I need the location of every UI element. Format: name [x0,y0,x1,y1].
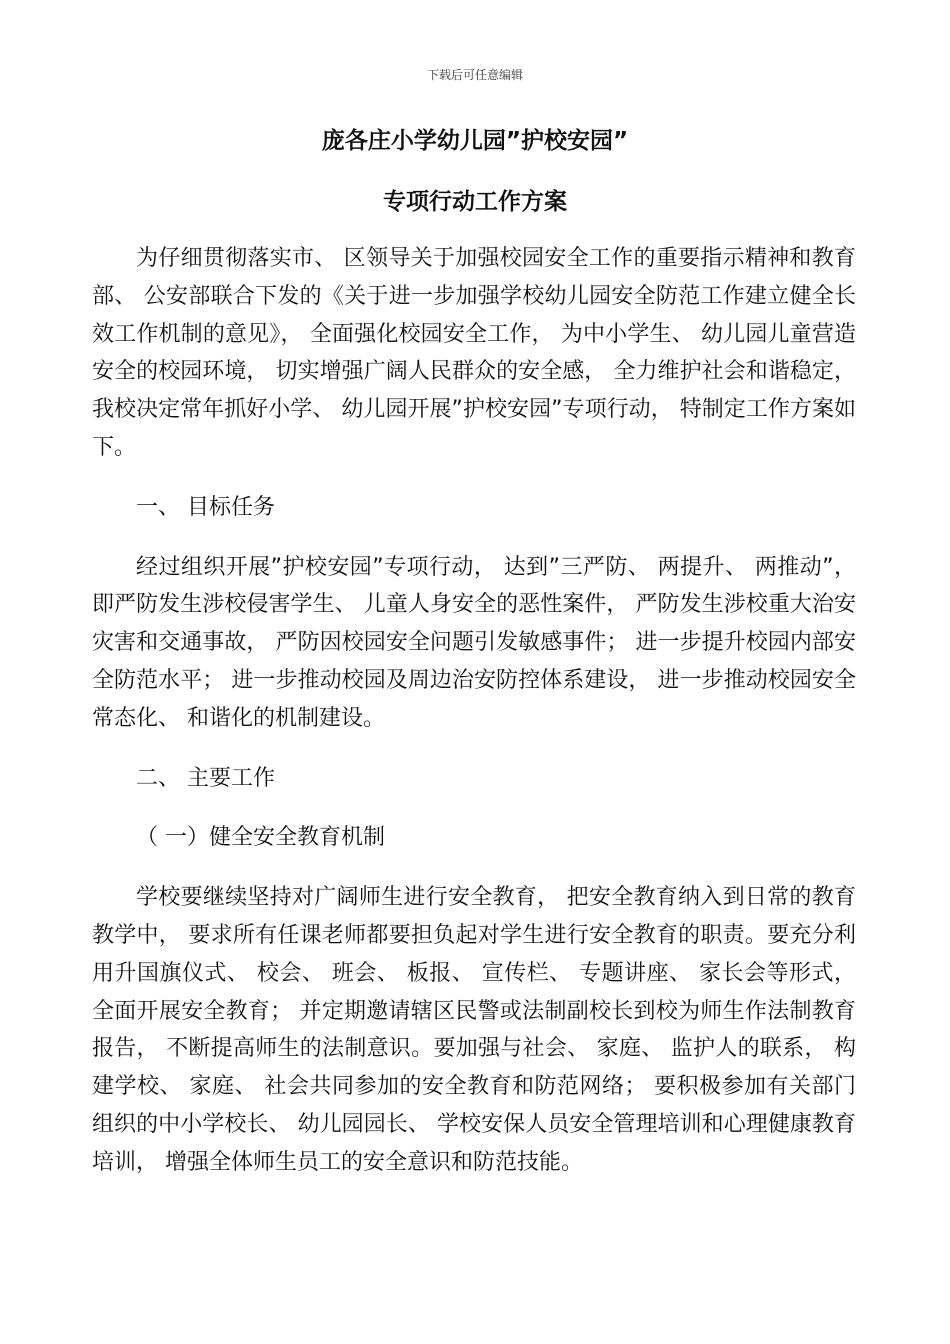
header-note: 下载后可任意编辑 [426,68,523,82]
document-subtitle: 专项行动工作方案 [383,189,567,215]
goals-paragraph: 经过组织开展”护校安园”专项行动， 达到”三严防、 两提升、 两推动”， 即严防发生涉校侵害学生、 儿童人身安全的恶性案件， 严防发生涉校重大治安灾害和交通事故， 严防因校园安全问题引发敏感事件； 进一步提升校园内部安全防范水平； 进一步推动校园及周边治安防控体系建设， 进一步推动校园安全常态化、 和谐化的机制建设。 [92,554,856,731]
document-body [92,240,856,1182]
section-heading-goals: 一、 目标任务 [136,494,275,520]
intro-paragraph: 为仔细贯彻落实市、 区领导关于加强校园安全工作的重要指示精神和教育部、 公安部联合下发的《关于进一步加强学校幼儿园安全防范工作建立健全长效工作机制的意见》， 全面强化校园安全工作， 为中小学生、 幼儿园儿童营造安全的校园环境， 切实增强广阔人民群众的安全感， 全力维护社会和谐稳定， 我校决定常年抓好小学、 幼儿园开展”护校安园”专项行动， 特制定工作方案如下。 [92,246,856,460]
education-paragraph: 学校要继续坚持对广阔师生进行安全教育， 把安全教育纳入到日常的教育教学中， 要求所有任课老师都要担负起对学生进行安全教育的职责。要充分利用升国旗仪式、 校会、 班会、 板报、 宣传栏、 专题讲座、 家长会等形式， 全面开展安全教育； 并定期邀请辖区民警或法制副校长到校为师生作法制教育报告， 不断提高师生的法制意识。要加强与社会、 家庭、 监护人的联系， 构建学校、 家庭、 社会共同参加的安全教育和防范网络； 要积极参加有关部门组织的中小学校长、 幼儿园园长、 学校安保人员安全管理培训和心理健康教育培训， 增强全体师生员工的安全意识和防范技能。 [92,885,856,1175]
document-title: 庞各庄小学幼儿园”护校安园” [321,128,629,154]
section-heading-main-work: 二、 主要工作 [136,765,275,791]
subsection-heading-education: （ 一）健全安全教育机制 [136,825,385,851]
